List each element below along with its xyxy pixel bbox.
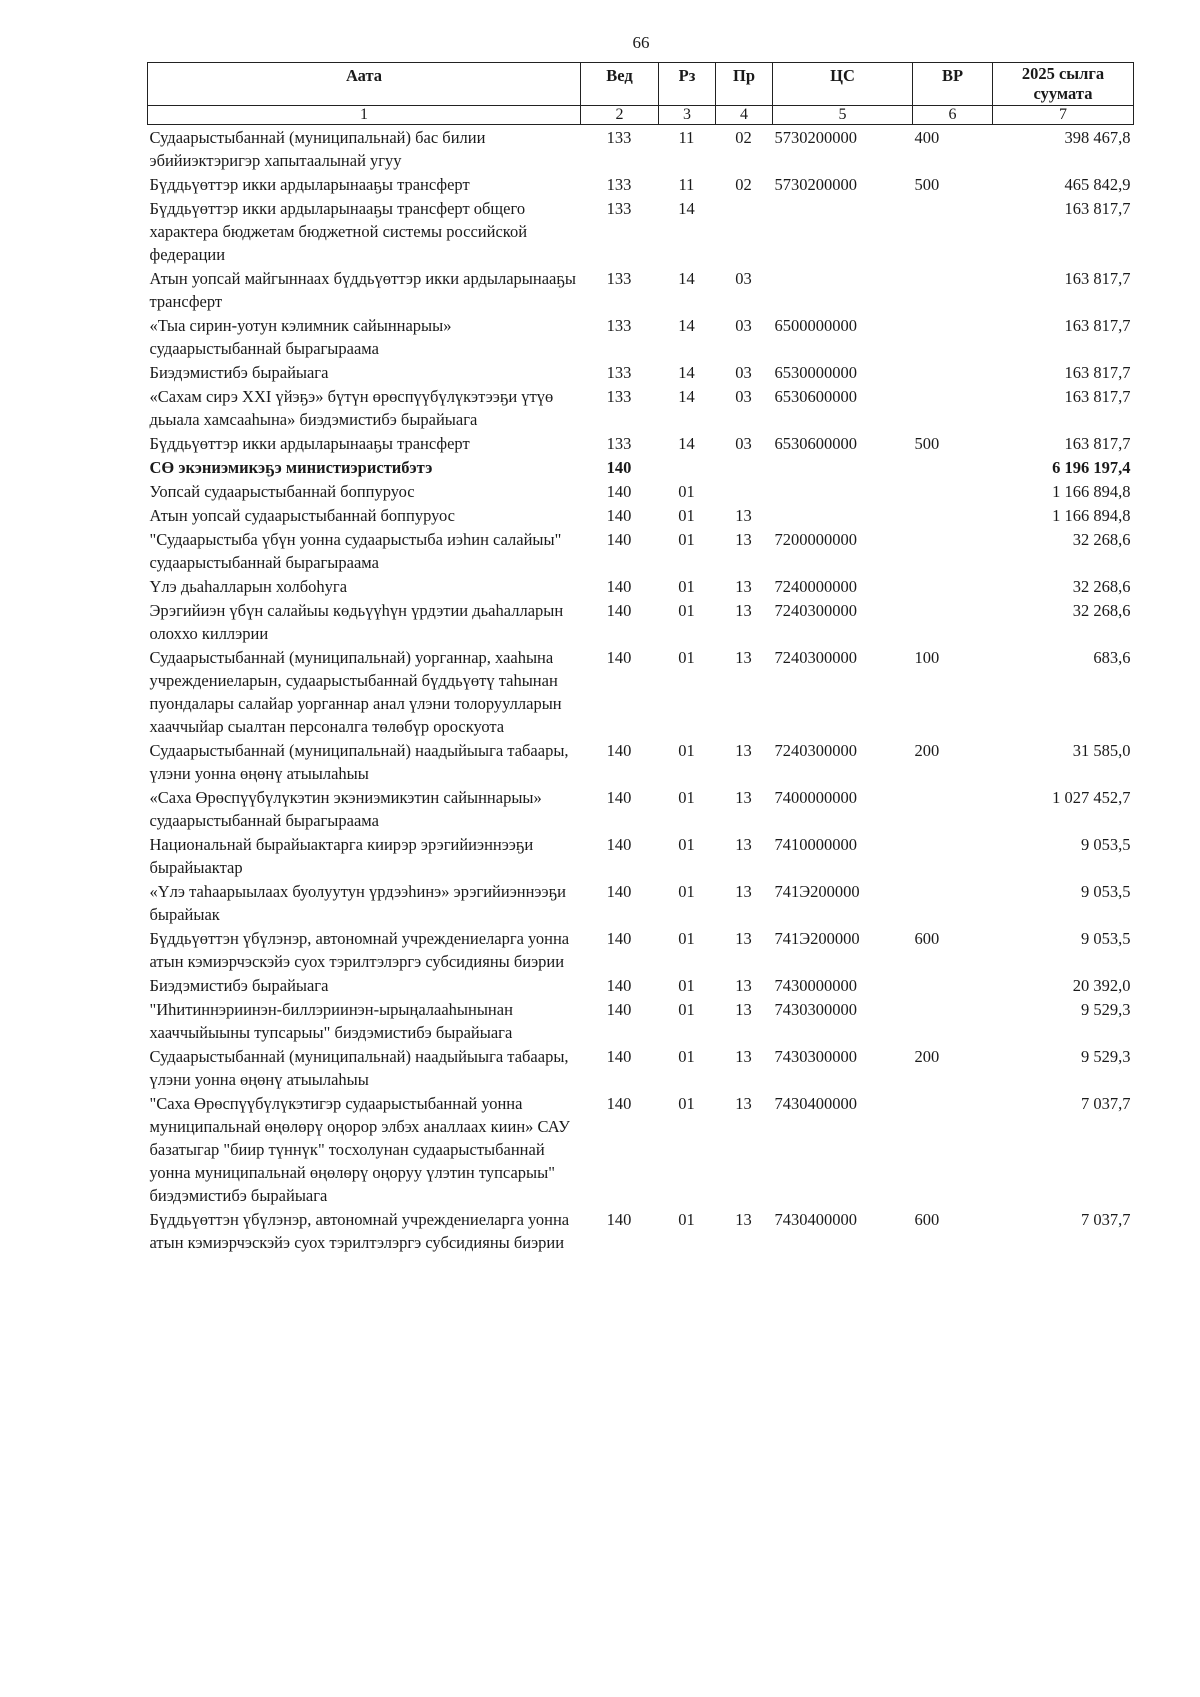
cell-vr: 600	[914, 929, 940, 948]
cell-cs: 7430400000	[774, 1094, 857, 1113]
cell-cs: 7240300000	[774, 601, 857, 620]
cell-vr: 200	[914, 1047, 940, 1066]
cell-ved: 133	[606, 199, 632, 218]
cell-ved: 140	[606, 741, 632, 760]
table-row	[148, 574, 1134, 598]
cell-cs: 7240300000	[774, 741, 857, 760]
table-row	[148, 1207, 1134, 1254]
cell-ved: 133	[606, 269, 632, 288]
table-row	[148, 527, 1134, 574]
cell-sum: 163 817,7	[1064, 434, 1131, 453]
cell-rz: 11	[678, 128, 695, 147]
cell-vr	[913, 973, 993, 997]
table-row	[148, 455, 1134, 479]
cell-pr: 03	[735, 316, 752, 335]
cell-vr: 200	[914, 741, 940, 760]
cell-vr: 400	[914, 128, 940, 147]
cell-cs: 7430300000	[774, 1000, 857, 1019]
header-rz: Рз	[659, 63, 716, 106]
cell-cs: 5730200000	[774, 128, 857, 147]
table-row	[148, 1091, 1134, 1207]
cell-name: Судаарыстыбаннай (муниципальнай) бас билии эбийиэктэригэр хапытаалынай угуу	[149, 128, 486, 170]
cell-rz: 11	[678, 175, 695, 194]
cell-rz	[659, 455, 716, 479]
cell-name: Судаарыстыбаннай (муниципальнай) наадыйыыга табаары, үлэни уонна өңөнү атыылаһыы	[149, 1047, 569, 1089]
header-name: Аата	[148, 63, 581, 106]
cell-rz: 01	[678, 741, 695, 760]
table-row	[148, 645, 1134, 738]
table-row	[148, 479, 1134, 503]
cell-name: «Сахам сирэ XXI үйэҕэ» бүтүн өрөспүүбүлүкэтээҕи үтүө дьыала хамсааһына» биэдэмистибэ бырайыага	[149, 387, 554, 429]
cell-cs: 7410000000	[774, 835, 857, 854]
cell-pr	[716, 455, 773, 479]
cell-cs: 6530000000	[774, 363, 857, 382]
column-number: 4	[716, 106, 773, 125]
column-number: 1	[148, 106, 581, 125]
header-sum: 2025 сылга суумата	[993, 63, 1134, 106]
cell-vr: 600	[914, 1210, 940, 1229]
cell-pr: 13	[735, 1094, 752, 1113]
cell-name: Судаарыстыбаннай (муниципальнай) наадыйыыга табаары, үлэни уонна өңөнү атыылаһыы	[149, 741, 569, 783]
cell-name: Биэдэмистибэ бырайыага	[149, 976, 329, 995]
cell-name: "Иһитиннэриинэн-биллэриинэн-ырыңалааһынынан хааччыйыыны тупсарыы" биэдэмистибэ бырайыага	[149, 1000, 513, 1042]
cell-pr: 03	[735, 269, 752, 288]
cell-ved: 140	[606, 648, 632, 667]
cell-ved: 133	[606, 434, 632, 453]
cell-cs	[773, 196, 913, 266]
cell-pr: 13	[735, 741, 752, 760]
cell-vr	[913, 266, 993, 313]
cell-pr: 13	[735, 1210, 752, 1229]
cell-sum: 9 529,3	[1081, 1000, 1131, 1019]
table-row	[148, 997, 1134, 1044]
page-number: 66	[632, 33, 650, 52]
cell-rz: 01	[678, 577, 695, 596]
table-body	[148, 125, 1134, 1255]
cell-pr: 13	[735, 648, 752, 667]
cell-cs	[773, 503, 913, 527]
cell-sum: 9 053,5	[1081, 882, 1131, 901]
cell-sum: 31 585,0	[1072, 741, 1131, 760]
cell-ved: 140	[606, 506, 632, 525]
cell-vr: 100	[914, 648, 940, 667]
cell-vr	[913, 360, 993, 384]
cell-rz: 01	[678, 788, 695, 807]
header-ved: Вед	[581, 63, 659, 106]
cell-name: "Судаарыстыба үбүн уонна судаарыстыба иэһин салайыы" судаарыстыбаннай бырагыраама	[149, 530, 562, 572]
cell-ved: 133	[606, 175, 632, 194]
cell-rz: 01	[678, 506, 695, 525]
cell-cs: 7240300000	[774, 648, 857, 667]
cell-ved: 140	[606, 1000, 632, 1019]
cell-name: "Саха Өрөспүүбүлүкэтигэр судаарыстыбаннай уонна муниципальнай өңөлөрү оңорор элбэх аналлаах киин» САУ базатыгар "биир түннүк" тосхолунан судаарыстыбаннай уонна муниципальнай өңөлөрү оңоруу үлэтин тупсарыы" биэдэмистибэ бырайыага	[149, 1094, 570, 1205]
cell-ved: 140	[606, 1047, 632, 1066]
cell-rz: 14	[678, 387, 695, 406]
table-row	[148, 360, 1134, 384]
cell-pr: 13	[735, 577, 752, 596]
cell-name: Биэдэмистибэ бырайыага	[149, 363, 329, 382]
table-row	[148, 1044, 1134, 1091]
column-number: 2	[581, 106, 659, 125]
column-number: 5	[773, 106, 913, 125]
cell-vr	[913, 455, 993, 479]
cell-sum: 7 037,7	[1081, 1210, 1131, 1229]
cell-pr: 13	[735, 530, 752, 549]
cell-rz: 14	[678, 199, 695, 218]
cell-ved: 140	[606, 882, 632, 901]
cell-sum: 9 529,3	[1081, 1047, 1131, 1066]
cell-vr	[913, 313, 993, 360]
cell-name: Үлэ дьаһалларын холбоһуга	[149, 577, 348, 596]
cell-sum: 6 196 197,4	[1052, 458, 1131, 477]
cell-cs: 7430300000	[774, 1047, 857, 1066]
cell-name: Уопсай судаарыстыбаннай боппуруос	[149, 482, 415, 501]
cell-sum: 1 166 894,8	[1052, 482, 1131, 501]
cell-pr: 03	[735, 363, 752, 382]
cell-name: СӨ экэниэмикэҕэ министиэристибэтэ	[149, 458, 433, 477]
cell-pr: 13	[735, 1000, 752, 1019]
cell-pr: 02	[735, 175, 752, 194]
cell-sum: 9 053,5	[1081, 929, 1131, 948]
cell-ved: 133	[606, 316, 632, 335]
table-row	[148, 431, 1134, 455]
cell-rz: 01	[678, 1047, 695, 1066]
cell-cs: 7430000000	[774, 976, 857, 995]
cell-rz: 01	[678, 1210, 695, 1229]
cell-ved: 133	[606, 387, 632, 406]
cell-rz: 01	[678, 530, 695, 549]
cell-cs: 741Э200000	[774, 929, 860, 948]
cell-vr	[913, 384, 993, 431]
cell-rz: 01	[678, 1000, 695, 1019]
cell-cs: 7430400000	[774, 1210, 857, 1229]
cell-name: Эрэгийиэн үбүн салайыы көдьүүһүн үрдэтии дьаһалларын олоххо киллэрии	[149, 601, 564, 643]
cell-cs: 6500000000	[774, 316, 857, 335]
cell-sum: 163 817,7	[1064, 363, 1131, 382]
column-number: 7	[993, 106, 1134, 125]
cell-rz: 14	[678, 316, 695, 335]
column-number: 3	[659, 106, 716, 125]
cell-rz: 01	[678, 835, 695, 854]
cell-ved: 140	[606, 530, 632, 549]
table-row	[148, 598, 1134, 645]
column-number: 6	[913, 106, 993, 125]
cell-pr	[716, 196, 773, 266]
cell-vr	[913, 479, 993, 503]
table-row	[148, 879, 1134, 926]
cell-name: Бүддьүөттэн үбүлэнэр, автономнай учреждениеларга уонна атын кэмиэрчэскэйэ суох тэрилтэлэргэ субсидияны биэрии	[149, 929, 570, 971]
cell-rz: 01	[678, 882, 695, 901]
cell-sum: 465 842,9	[1064, 175, 1131, 194]
cell-ved: 140	[606, 929, 632, 948]
cell-name: «Үлэ таһаарыылаах буолуутун үрдээһинэ» эрэгийиэннээҕи бырайыак	[149, 882, 566, 924]
cell-cs: 5730200000	[774, 175, 857, 194]
table-row	[148, 973, 1134, 997]
cell-pr: 13	[735, 788, 752, 807]
cell-cs: 6530600000	[774, 434, 857, 453]
cell-vr	[913, 574, 993, 598]
table-row	[148, 832, 1134, 879]
cell-sum: 7 037,7	[1081, 1094, 1131, 1113]
table-row	[148, 738, 1134, 785]
table-row	[148, 313, 1134, 360]
cell-name: Бүддьүөттэр икки ардыларынааҕы трансферт	[149, 434, 470, 453]
table-row	[148, 266, 1134, 313]
header-vr: ВР	[913, 63, 993, 106]
cell-rz: 01	[678, 1094, 695, 1113]
cell-pr: 13	[735, 882, 752, 901]
cell-pr: 03	[735, 387, 752, 406]
cell-cs	[773, 266, 913, 313]
cell-sum: 683,6	[1093, 648, 1131, 667]
cell-cs: 7240000000	[774, 577, 857, 596]
cell-vr: 500	[914, 434, 940, 453]
cell-vr: 500	[914, 175, 940, 194]
cell-ved: 140	[606, 601, 632, 620]
cell-rz: 01	[678, 601, 695, 620]
cell-name: Судаарыстыбаннай (муниципальнай) уорганнар, хааһына учреждениеларын, судаарыстыбаннай бүддьүөтү таһынан пуондалары салайар уорганнар анал үлэни толоруулларын хааччыйар сыалтан персоналга төлөбүр ороскуота	[149, 648, 562, 736]
cell-vr	[913, 503, 993, 527]
cell-pr: 13	[735, 976, 752, 995]
cell-ved: 140	[606, 482, 632, 501]
cell-name: Бүддьүөттэр икки ардыларынааҕы трансферт общего характера бюджетам бюджетной системы российской федерации	[149, 199, 528, 264]
cell-ved: 133	[606, 363, 632, 382]
cell-sum: 163 817,7	[1064, 269, 1131, 288]
table-row	[148, 384, 1134, 431]
cell-pr: 13	[735, 601, 752, 620]
cell-ved: 140	[606, 458, 632, 477]
cell-cs: 741Э200000	[774, 882, 860, 901]
cell-vr	[913, 527, 993, 574]
cell-name: «Тыа сирин-уотун кэлимник сайыннарыы» судаарыстыбаннай бырагыраама	[149, 316, 452, 358]
cell-pr	[716, 479, 773, 503]
cell-ved: 140	[606, 788, 632, 807]
cell-vr	[913, 832, 993, 879]
cell-name: Бүддьүөттэр икки ардыларынааҕы трансферт	[149, 175, 470, 194]
cell-pr: 13	[735, 506, 752, 525]
cell-sum: 20 392,0	[1072, 976, 1131, 995]
table-row	[148, 196, 1134, 266]
cell-sum: 32 268,6	[1072, 577, 1131, 596]
cell-sum: 398 467,8	[1064, 128, 1131, 147]
table-row	[148, 503, 1134, 527]
header-pr: Пр	[716, 63, 773, 106]
cell-vr	[913, 196, 993, 266]
cell-ved: 140	[606, 1210, 632, 1229]
cell-name: Национальнай бырайыактарга киирэр эрэгийиэннээҕи бырайыактар	[149, 835, 534, 877]
cell-name: «Саха Өрөспүүбүлүкэтин экэниэмикэтин сайыннарыы» судаарыстыбаннай бырагыраама	[149, 788, 542, 830]
table-row	[148, 172, 1134, 196]
cell-rz: 14	[678, 434, 695, 453]
cell-cs	[773, 479, 913, 503]
cell-pr: 03	[735, 434, 752, 453]
cell-name: Бүддьүөттэн үбүлэнэр, автономнай учреждениеларга уонна атын кэмиэрчэскэйэ суох тэрилтэлэргэ субсидияны биэрии	[149, 1210, 570, 1252]
cell-cs	[773, 455, 913, 479]
cell-sum: 32 268,6	[1072, 601, 1131, 620]
table-header	[148, 63, 1134, 125]
cell-ved: 140	[606, 577, 632, 596]
cell-rz: 14	[678, 269, 695, 288]
cell-ved: 140	[606, 976, 632, 995]
cell-cs: 7400000000	[774, 788, 857, 807]
cell-sum: 32 268,6	[1072, 530, 1131, 549]
cell-pr: 13	[735, 835, 752, 854]
cell-vr	[913, 997, 993, 1044]
cell-rz: 01	[678, 929, 695, 948]
table-row	[148, 926, 1134, 973]
cell-pr: 13	[735, 1047, 752, 1066]
cell-vr	[913, 879, 993, 926]
cell-name: Атын уопсай судаарыстыбаннай боппуруос	[149, 506, 455, 525]
cell-name: Атын уопсай майгыннаах бүддьүөттэр икки ардыларынааҕы трансферт	[149, 269, 576, 311]
cell-rz: 01	[678, 482, 695, 501]
cell-ved: 140	[606, 835, 632, 854]
cell-vr	[913, 785, 993, 832]
cell-rz: 01	[678, 648, 695, 667]
cell-sum: 1 027 452,7	[1052, 788, 1131, 807]
cell-ved: 140	[606, 1094, 632, 1113]
cell-pr: 02	[735, 128, 752, 147]
cell-vr	[913, 598, 993, 645]
cell-rz: 14	[678, 363, 695, 382]
cell-pr: 13	[735, 929, 752, 948]
cell-cs: 6530600000	[774, 387, 857, 406]
cell-sum: 163 817,7	[1064, 387, 1131, 406]
cell-sum: 163 817,7	[1064, 199, 1131, 218]
cell-cs: 7200000000	[774, 530, 857, 549]
column-number-row	[148, 106, 1134, 125]
header-cs: ЦС	[773, 63, 913, 106]
cell-sum: 1 166 894,8	[1052, 506, 1131, 525]
cell-vr	[913, 1091, 993, 1207]
table-row	[148, 785, 1134, 832]
cell-sum: 163 817,7	[1064, 316, 1131, 335]
cell-rz: 01	[678, 976, 695, 995]
cell-sum: 9 053,5	[1081, 835, 1131, 854]
table-row	[148, 125, 1134, 173]
cell-ved: 133	[606, 128, 632, 147]
budget-table	[147, 62, 1134, 1254]
